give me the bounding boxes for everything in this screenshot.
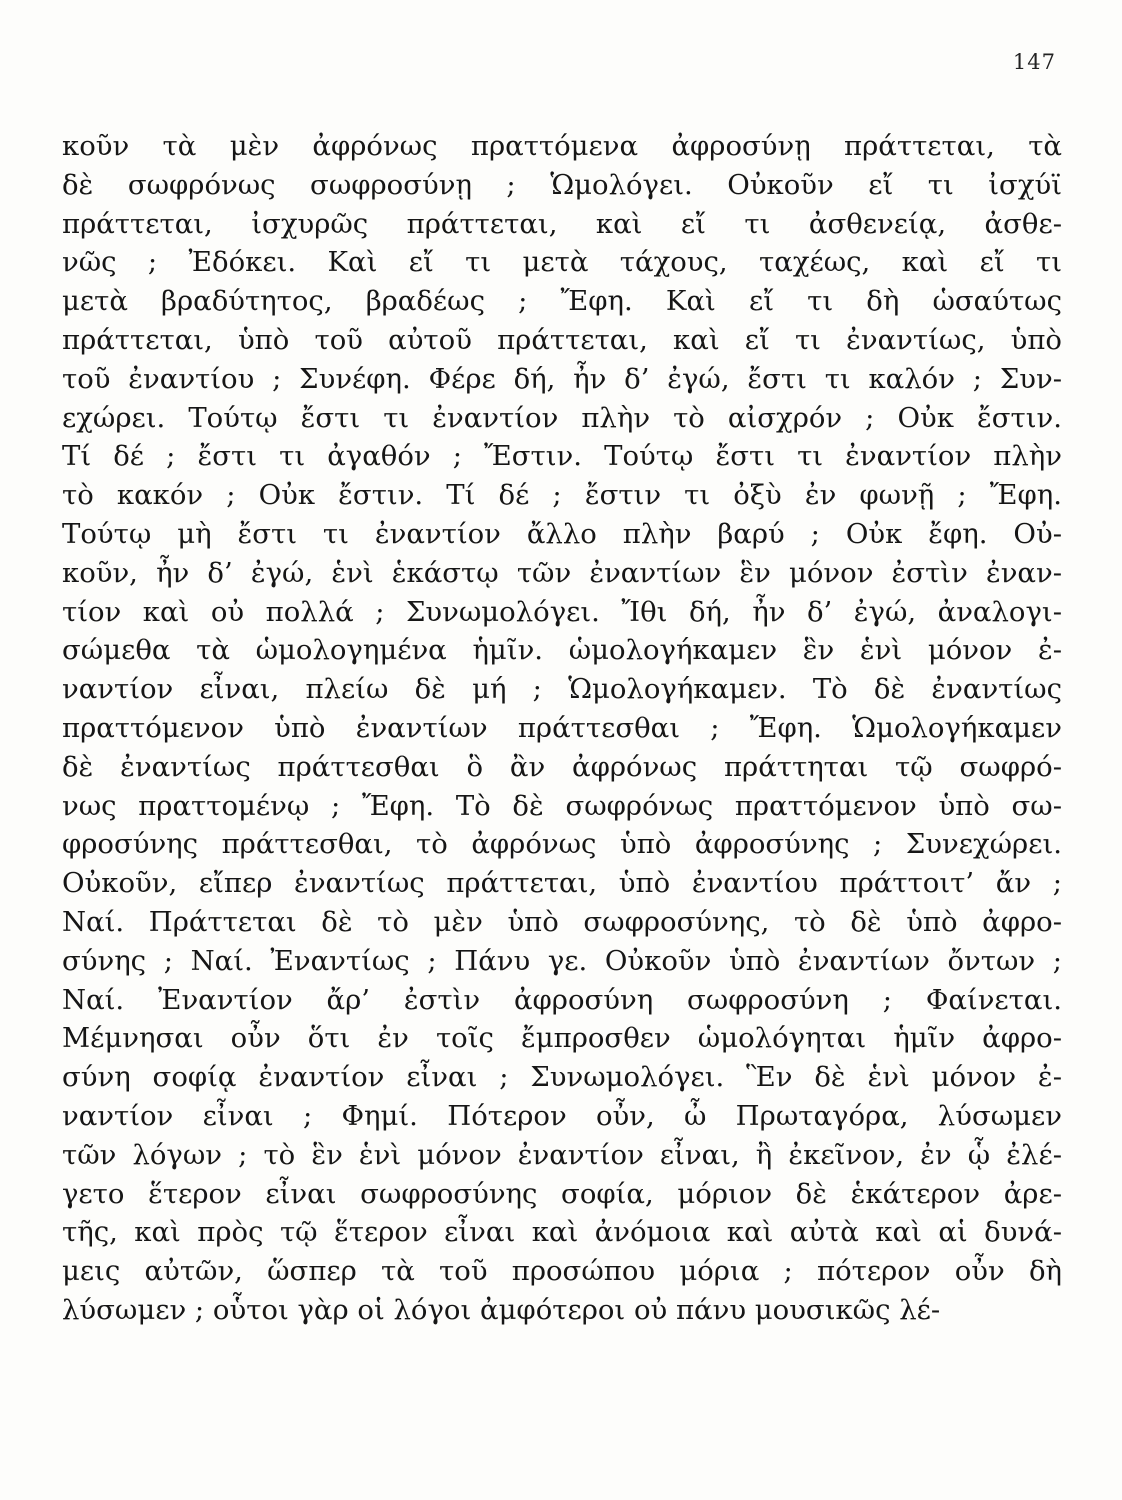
text-line: φροσύνης πράττεσθαι, τὸ ἀφρόνως ὑπὸ ἀφροσύνης ; Συνεχώρει. [62,828,1062,861]
text-line: πράττεται, ἰσχυρῶς πράττεται, καὶ εἴ τι ἀσθενείᾳ, ἀσθε- [62,207,1062,240]
text-line: ναντίον εἶναι ; Φημί. Πότερον οὖν, ὦ Πρωταγόρα, λύσωμεν [62,1099,1062,1132]
text-line: δὲ σωφρόνως σωφροσύνῃ ; Ὡμολόγει. Οὐκοῦν εἴ τι ἰσχύϊ [62,168,1062,201]
text-line: μετὰ βραδύτητος, βραδέως ; Ἔφη. Καὶ εἴ τι δὴ ὡσαύτως [62,285,1062,318]
text-line: μεις αὐτῶν, ὥσπερ τὰ τοῦ προσώπου μόρια ; πότερον οὖν δὴ [62,1255,1062,1288]
text-line: σύνη σοφίᾳ ἐναντίον εἶναι ; Συνωμολόγει. Ἓν δὲ ἑνὶ μόνον ἐ- [62,1061,1062,1094]
text-line: Ναί. Ἐναντίον ἄρ’ ἐστὶν ἀφροσύνη σωφροσύνη ; Φαίνεται. [62,983,1062,1016]
text-line: Τί δέ ; ἔστι τι ἀγαθόν ; Ἔστιν. Τούτῳ ἔστι τι ἐναντίον πλὴν [62,440,1062,473]
text-line: ναντίον εἶναι, πλείω δὲ μή ; Ὡμολογήκαμεν. Τὸ δὲ ἐναντίως [62,673,1062,706]
page-number: 147 [1012,50,1056,74]
text-line: τοῦ ἐναντίου ; Συνέφη. Φέρε δή, ἦν δ’ ἐγώ, ἔστι τι καλόν ; Συν- [62,362,1062,395]
text-line: Ναί. Πράττεται δὲ τὸ μὲν ὑπὸ σωφροσύνης, τὸ δὲ ὑπὸ ἀφρο- [62,905,1062,938]
text-line: τῆς, καὶ πρὸς τῷ ἕτερον εἶναι καὶ ἀνόμοια καὶ αὐτὰ καὶ αἱ δυνά- [62,1216,1062,1249]
text-line: πραττόμενον ὑπὸ ἐναντίων πράττεσθαι ; Ἔφη. Ὡμολογήκαμεν [62,711,1062,744]
text-line: σώμεθα τὰ ὡμολογημένα ἡμῖν. ὡμολογήκαμεν ἓν ἑνὶ μόνον ἐ- [62,634,1062,667]
text-line: τῶν λόγων ; τὸ ἓν ἑνὶ μόνον ἐναντίον εἶναι, ἢ ἐκεῖνον, ἐν ᾧ ἐλέ- [62,1138,1062,1171]
text-line: σύνης ; Ναί. Ἐναντίως ; Πάνυ γε. Οὐκοῦν ὑπὸ ἐναντίων ὄντων ; [62,944,1062,977]
text-line: Μέμνησαι οὖν ὅτι ἐν τοῖς ἔμπροσθεν ὡμολόγηται ἡμῖν ἀφρο- [62,1022,1062,1055]
text-line: νῶς ; Ἐδόκει. Καὶ εἴ τι μετὰ τάχους, ταχέως, καὶ εἴ τι [62,246,1062,279]
text-line: κοῦν τὰ μὲν ἀφρόνως πραττόμενα ἀφροσύνῃ πράττεται, τὰ [62,130,1062,162]
text-line: Τούτῳ μὴ ἔστι τι ἐναντίον ἄλλο πλὴν βαρύ ; Οὐκ ἔφη. Οὐ- [62,517,1062,550]
text-line: εχώρει. Τούτῳ ἔστι τι ἐναντίον πλὴν τὸ αἰσχρόν ; Οὐκ ἔστιν. [62,401,1062,434]
text-line: τίον καὶ οὐ πολλά ; Συνωμολόγει. Ἴθι δή, ἦν δ’ ἐγώ, ἀναλογι- [62,595,1062,628]
text-line: πράττεται, ὑπὸ τοῦ αὐτοῦ πράττεται, καὶ εἴ τι ἐναντίως, ὑπὸ [62,323,1062,356]
text-line: νως πραττομένῳ ; Ἔφη. Τὸ δὲ σωφρόνως πραττόμενον ὑπὸ σω- [62,789,1062,822]
text-line: λύσωμεν ; οὗτοι γὰρ οἱ λόγοι ἀμφότεροι οὐ πάνυ μουσικῶς λέ- [62,1293,941,1326]
text-line: Οὐκοῦν, εἴπερ ἐναντίως πράττεται, ὑπὸ ἐναντίου πράττοιτ’ ἄν ; [62,867,1062,900]
text-line: τὸ κακόν ; Οὐκ ἔστιν. Τί δέ ; ἔστιν τι ὀξὺ ἐν φωνῇ ; Ἔφη. [62,479,1062,512]
text-line: γετο ἕτερον εἶναι σωφροσύνης σοφία, μόριον δὲ ἑκάτερον ἀρε- [62,1177,1062,1210]
text-line: δὲ ἐναντίως πράττεσθαι ὃ ἂν ἀφρόνως πράττηται τῷ σωφρό- [62,750,1062,783]
text-line: κοῦν, ἦν δ’ ἐγώ, ἑνὶ ἑκάστῳ τῶν ἐναντίων ἓν μόνον ἐστὶν ἐναν- [62,556,1062,589]
greek-text-body [62,127,1062,1330]
